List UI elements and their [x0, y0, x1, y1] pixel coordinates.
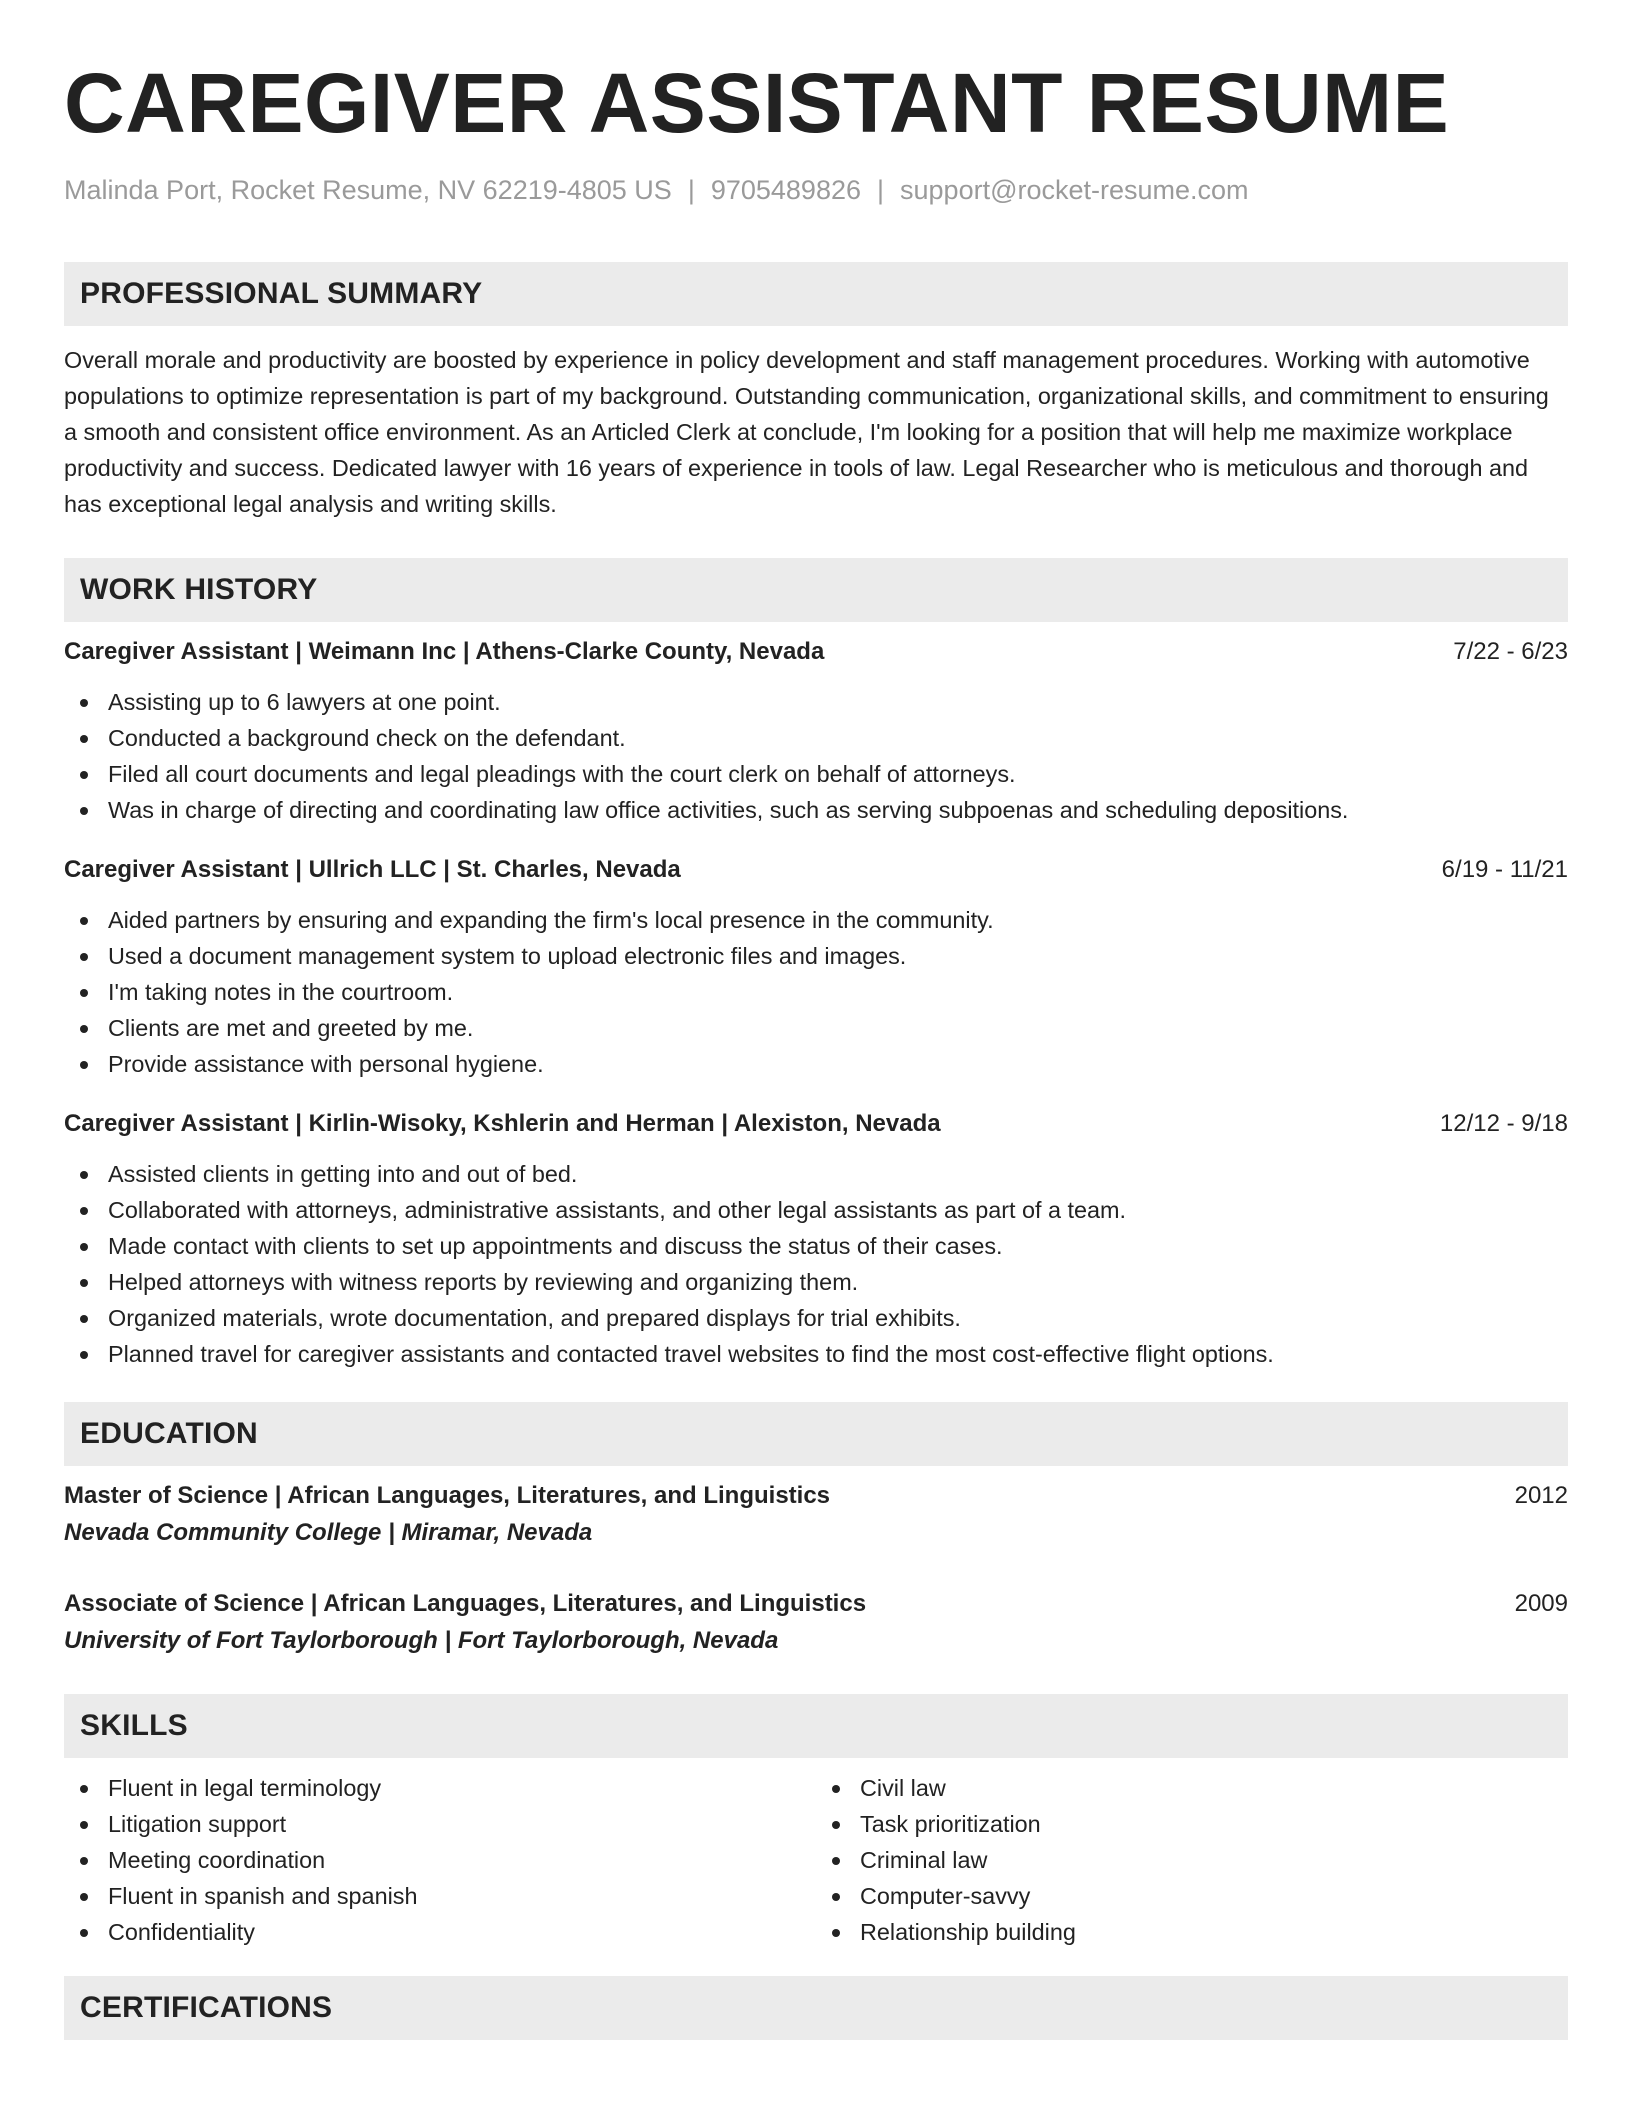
skill-item: Computer-savvy: [816, 1878, 1568, 1914]
education-school: Nevada Community College | Miramar, Nevada: [64, 1519, 593, 1546]
job-header: [64, 1106, 1568, 1142]
education-school: University of Fort Taylorborough | Fort Taylorborough, Nevada: [64, 1627, 779, 1654]
job-header: [64, 852, 1568, 888]
job-entry: [64, 852, 1568, 1082]
contact-separator: |: [687, 175, 695, 205]
job-bullet: Made contact with clients to set up appointments and discuss the status of their cases.: [64, 1228, 1568, 1264]
skill-item: Litigation support: [64, 1806, 816, 1842]
skill-item: Criminal law: [816, 1842, 1568, 1878]
education-header: [64, 1478, 1568, 1514]
job-bullet: Provide assistance with personal hygiene.: [64, 1046, 1568, 1082]
skills-list: [816, 1770, 1568, 1950]
job-bullet: Helped attorneys with witness reports by reviewing and organizing them.: [64, 1264, 1568, 1300]
section-heading-skills: SKILLS: [64, 1694, 1568, 1758]
skill-item: Fluent in spanish and spanish: [64, 1878, 816, 1914]
section-heading-education: EDUCATION: [64, 1402, 1568, 1466]
job-dates: 12/12 - 9/18: [1439, 1110, 1568, 1137]
job-header: [64, 634, 1568, 670]
job-dates: 6/19 - 11/21: [1441, 856, 1568, 883]
job-bullet: Assisted clients in getting into and out of bed.: [64, 1156, 1568, 1192]
job-entry: [64, 1106, 1568, 1372]
skills-column-left: [64, 1770, 816, 1950]
skill-item: Task prioritization: [816, 1806, 1568, 1842]
skill-item: Relationship building: [816, 1914, 1568, 1950]
job-bullet: Filed all court documents and legal pleadings with the court clerk on behalf of attorneys.: [64, 756, 1568, 792]
education-entry: [64, 1478, 1568, 1552]
education-degree: Associate of Science | African Languages, Literatures, and Linguistics: [64, 1590, 867, 1617]
section-heading-certifications: CERTIFICATIONS: [64, 1976, 1568, 2040]
summary-text: Overall morale and productivity are boosted by experience in policy development and staff management procedures. Working with automotive populations to optimize representation is part of my background. Outstanding communication, organizational skills, and commitment to ensuring a smooth and consistent office environment. As an Articled Clerk at conclude, I'm looking for a position that will help me maximize workplace productivity and success. Dedicated lawyer with 16 years of experience in tools of law. Legal Researcher who is meticulous and thorough and has exceptional legal analysis and writing skills.: [64, 347, 1549, 517]
skill-item: Fluent in legal terminology: [64, 1770, 816, 1806]
contact-line: [64, 170, 1568, 210]
skill-item: Confidentiality: [64, 1914, 816, 1950]
job-bullet: Planned travel for caregiver assistants and contacted travel websites to find the most cost-effective flight options.: [64, 1336, 1568, 1372]
job-bullet: Aided partners by ensuring and expanding the firm's local presence in the community.: [64, 902, 1568, 938]
section-heading-summary: PROFESSIONAL SUMMARY: [64, 262, 1568, 326]
contact-address: Malinda Port, Rocket Resume, NV 62219-4805 US: [64, 175, 672, 205]
job-entry: [64, 634, 1568, 828]
job-bullet: Organized materials, wrote documentation, and prepared displays for trial exhibits.: [64, 1300, 1568, 1336]
job-bullets: [64, 902, 1568, 1082]
contact-phone: 9705489826: [710, 175, 861, 205]
section-heading-work-history: WORK HISTORY: [64, 558, 1568, 622]
education-degree: Master of Science | African Languages, Literatures, and Linguistics: [64, 1482, 831, 1509]
job-bullet: Assisting up to 6 lawyers at one point.: [64, 684, 1568, 720]
resume-title: CAREGIVER ASSISTANT RESUME: [64, 56, 1450, 150]
education-year: 2012: [1514, 1482, 1568, 1509]
job-bullets: [64, 684, 1568, 828]
job-title: Caregiver Assistant | Weimann Inc | Athens-Clarke County, Nevada: [64, 638, 825, 665]
job-bullet: I'm taking notes in the courtroom.: [64, 974, 1568, 1010]
job-bullet: Collaborated with attorneys, administrative assistants, and other legal assistants as part of a team.: [64, 1192, 1568, 1228]
skills-column-right: [816, 1770, 1568, 1950]
skills-columns: [64, 1770, 1568, 1950]
education-header: [64, 1586, 1568, 1622]
job-bullet: Used a document management system to upload electronic files and images.: [64, 938, 1568, 974]
skill-item: Civil law: [816, 1770, 1568, 1806]
job-dates: 7/22 - 6/23: [1453, 638, 1568, 665]
education-year: 2009: [1514, 1590, 1568, 1617]
contact-separator: |: [877, 175, 885, 205]
job-title: Caregiver Assistant | Ullrich LLC | St. Charles, Nevada: [64, 856, 681, 883]
job-bullet: Clients are met and greeted by me.: [64, 1010, 1568, 1046]
skill-item: Meeting coordination: [64, 1842, 816, 1878]
job-bullets: [64, 1156, 1568, 1372]
contact-email: support@rocket-resume.com: [900, 175, 1249, 205]
job-title: Caregiver Assistant | Kirlin-Wisoky, Kshlerin and Herman | Alexiston, Nevada: [64, 1110, 941, 1137]
job-bullet: Was in charge of directing and coordinating law office activities, such as serving subpoenas and scheduling depositions.: [64, 792, 1568, 828]
job-bullet: Conducted a background check on the defendant.: [64, 720, 1568, 756]
education-entry: [64, 1586, 1568, 1660]
skills-list: [64, 1770, 816, 1950]
